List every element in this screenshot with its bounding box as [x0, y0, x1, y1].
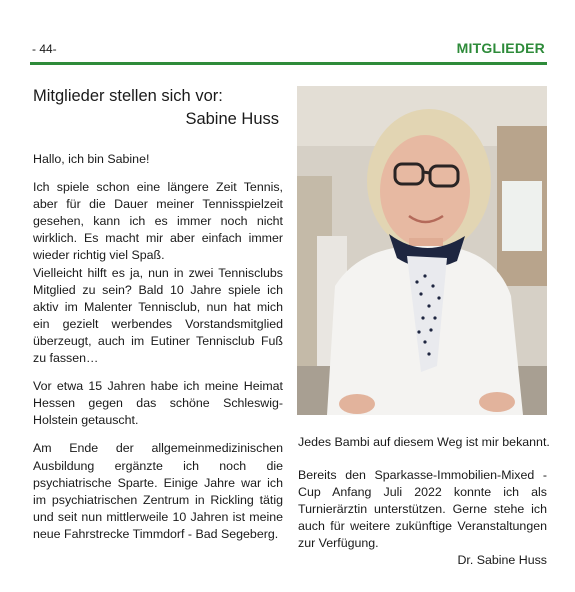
article-right-column	[298, 467, 547, 570]
paragraph: Ich spiele schon eine längere Zeit Tennis, aber für die Dauer meiner Tennisspielzeit gesehen, kann ich es immer noch nicht wirklich. Es macht mir aber einfach immer wieder richtig viel Spaß.	[33, 180, 283, 263]
page-number: - 44-	[32, 42, 57, 56]
article-left-column	[33, 86, 283, 543]
photo-caption: Jedes Bambi auf diesem Weg ist mir bekannt.	[298, 435, 550, 449]
paragraph: Vor etwa 15 Jahren habe ich meine Heimat Hessen gegen das schöne Schleswig-Holstein getauscht.	[33, 379, 283, 428]
paragraph: Am Ende der allgemeinmedizinischen Ausbildung ergänzte ich noch die psychiatrische Sparte. Einige Jahre war ich im psychiatrischen Zentrum in Rickling tätig und seit nun mittlerweile 10 Jahren ist meine neue Fahrstrecke Timmdorf - Bad Segeberg.	[33, 441, 283, 541]
member-photo	[297, 86, 547, 415]
paragraph: Bereits den Sparkasse-Immobilien-Mixed -Cup Anfang Juli 2022 konnte ich als Turnierärztin unterstützen. Gerne stehe ich auch für weitere zukünftige Veranstaltungen zur Verfügung.	[298, 468, 547, 551]
header-rule	[30, 62, 547, 65]
author-signature: Dr. Sabine Huss	[457, 553, 547, 568]
paragraph: Vielleicht hilft es ja, nun in zwei Tennisclubs Mitglied zu sein? Bald 10 Jahre spiele ich aktiv im Malenter Tennisclub, nun hat mich ein gezielt werbendes Vorstandsmitglied überzeugt, auch im Eutiner Tennisclub Fuß zu fassen…	[33, 265, 283, 366]
article-body	[33, 151, 283, 543]
paragraph: Hallo, ich bin Sabine!	[33, 152, 150, 166]
article-headline: Mitglieder stellen sich vor:	[33, 87, 223, 105]
member-name: Sabine Huss	[185, 110, 279, 128]
section-title: MITGLIEDER	[456, 40, 545, 56]
